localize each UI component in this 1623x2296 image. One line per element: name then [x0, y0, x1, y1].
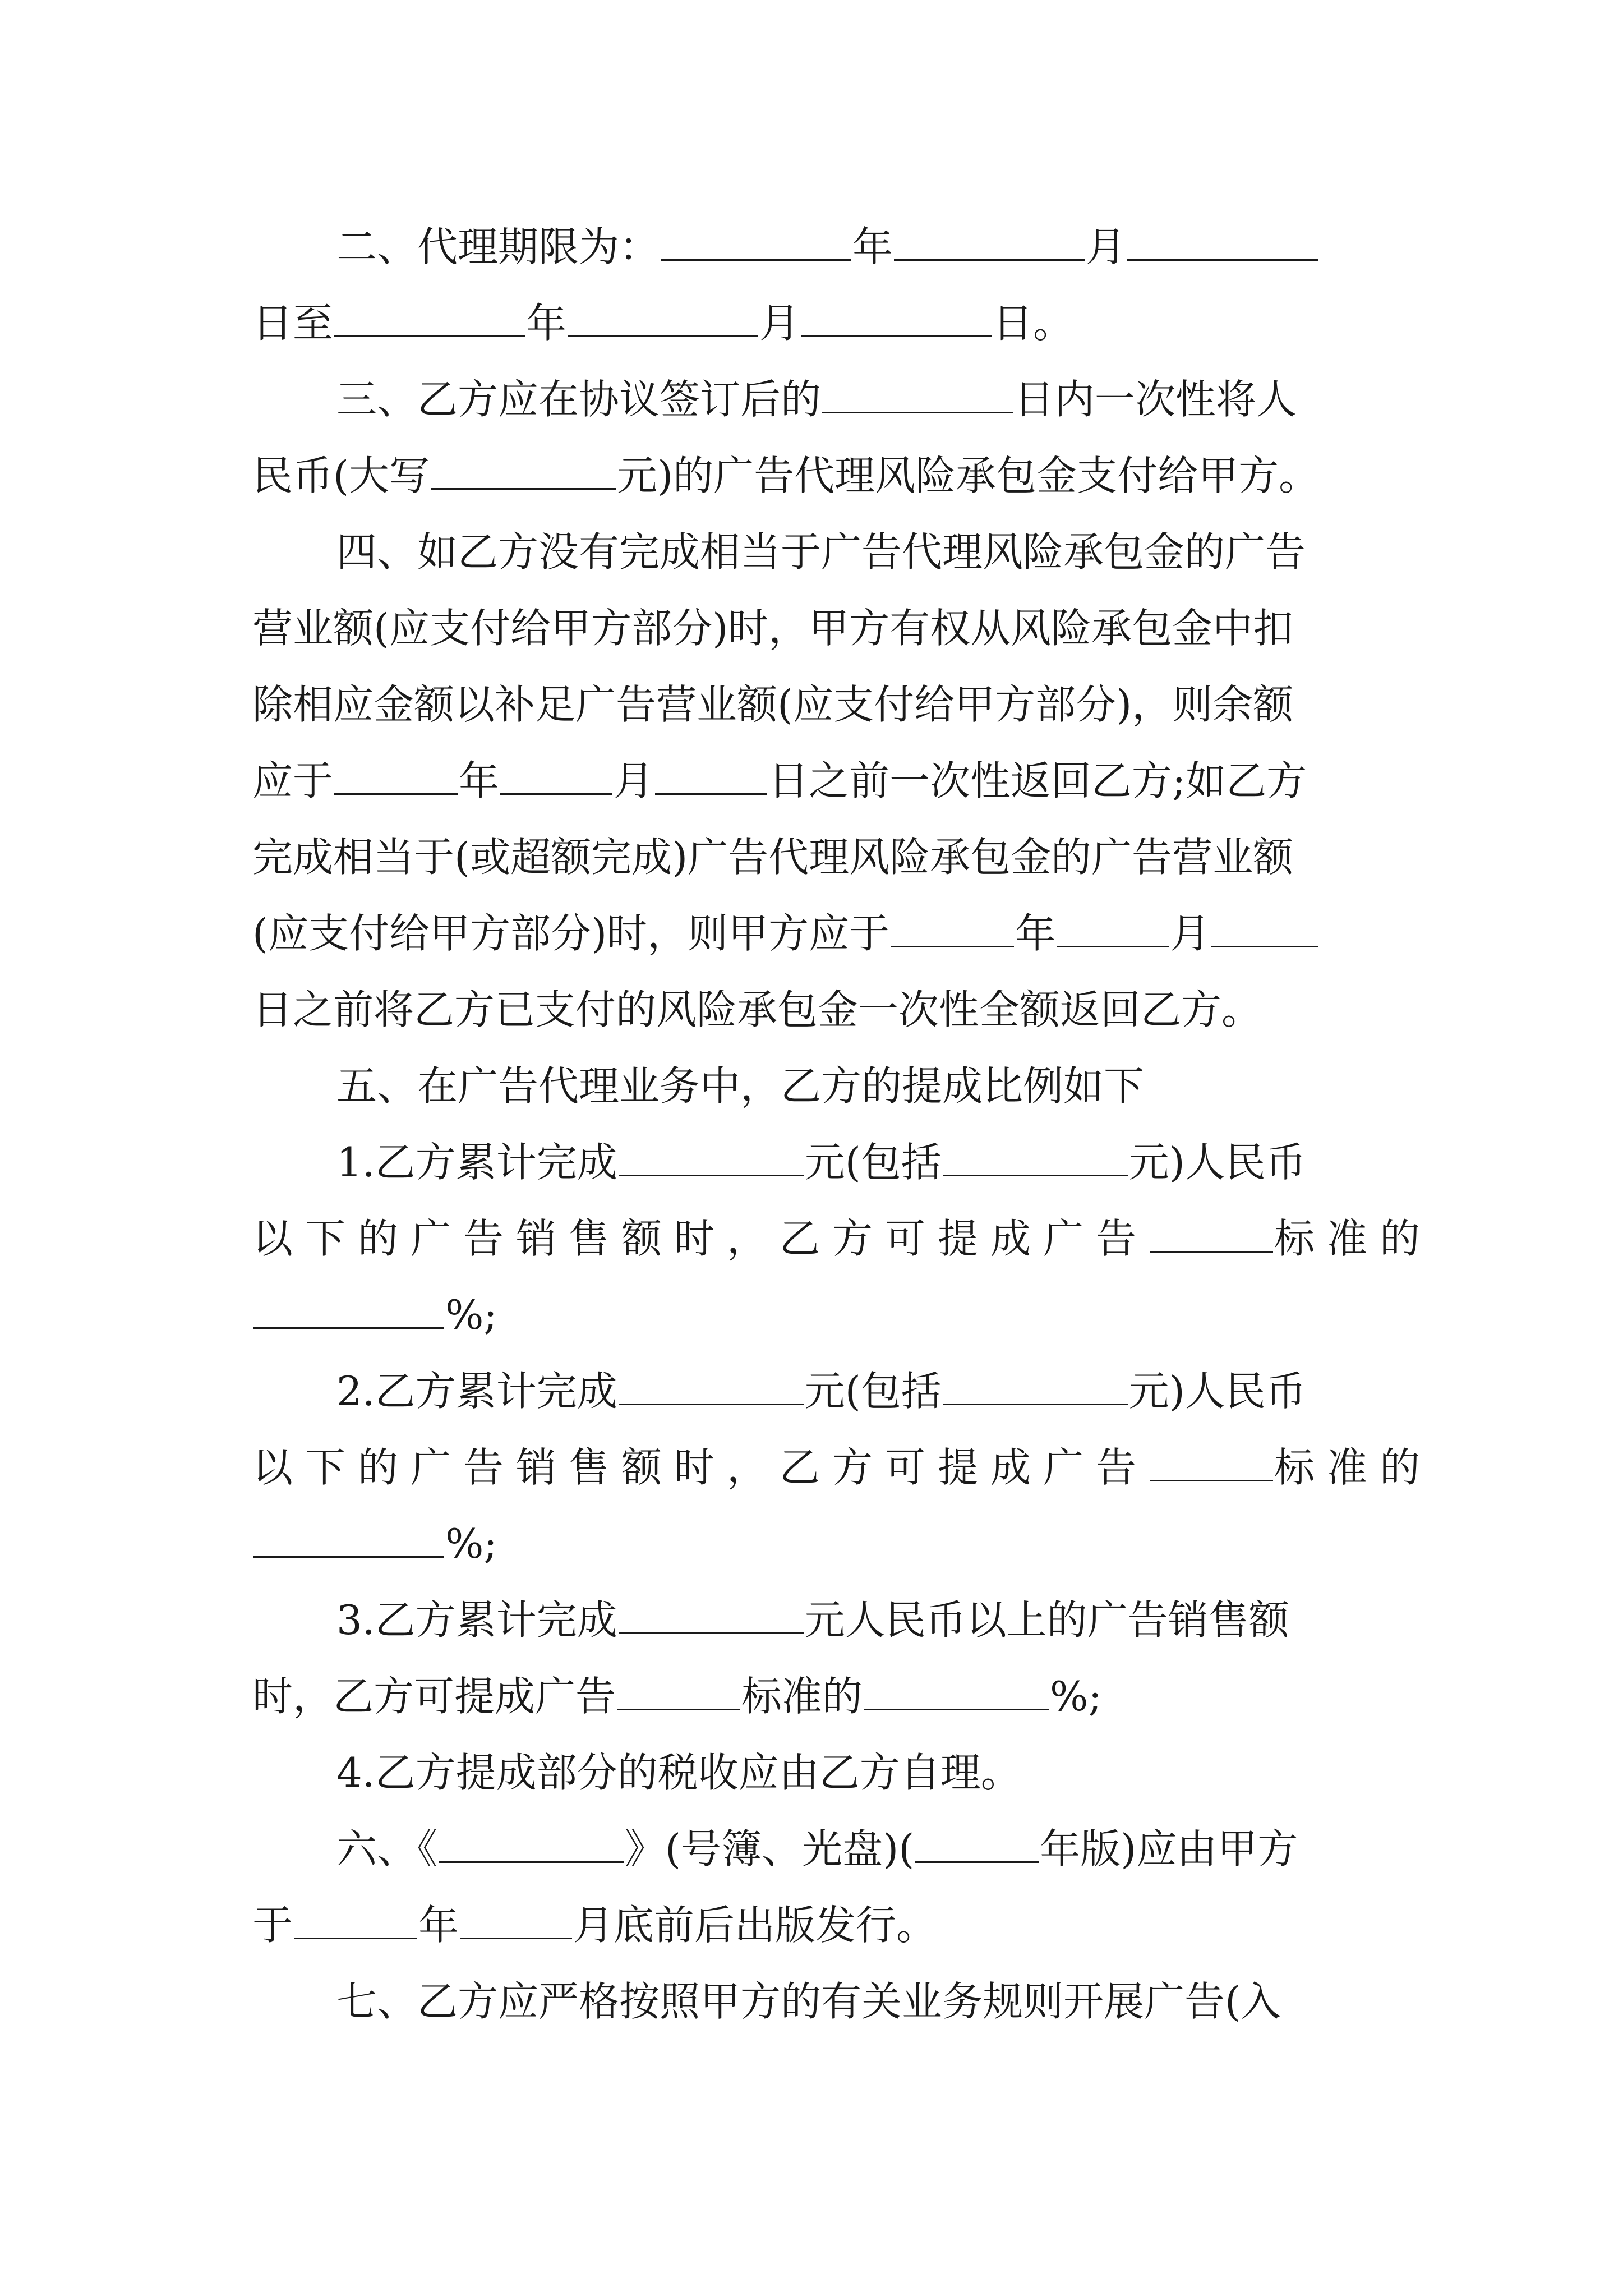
text-segment: 时，乙方可提成广告 — [252, 1673, 616, 1720]
blank-field — [1211, 899, 1318, 947]
text-segment: 标准的 — [741, 1673, 863, 1720]
clause-5-heading — [336, 1047, 1385, 1125]
text-segment: 七、乙方应严格按照甲方的有关业务规则开展广告(入 — [336, 1978, 1281, 2025]
text-segment: (应支付给甲方部分)时，则甲方应于 — [252, 910, 890, 957]
clause-4-line-2 — [252, 589, 1385, 668]
blank-field — [894, 212, 1085, 261]
text-segment: 年 — [852, 223, 893, 270]
blank-field — [460, 1890, 572, 1939]
text-segment: %; — [445, 1291, 497, 1338]
text-segment: 除相应金额以补足广告营业额(应支付给甲方部分)，则余额 — [252, 681, 1294, 728]
text-segment: 日内一次性将人 — [1014, 376, 1297, 423]
blank-field — [617, 1662, 740, 1710]
clause-4-line-1 — [336, 513, 1385, 591]
clause-6-line-1 — [336, 1810, 1385, 1888]
text-segment: 于 — [252, 1902, 293, 1949]
blank-field — [1057, 899, 1169, 947]
blank-field — [661, 212, 851, 261]
clause-6-line-2 — [252, 1886, 1385, 1964]
clause-3-line-1 — [336, 360, 1385, 439]
text-segment: 元(包括 — [804, 1368, 942, 1415]
blank-field — [253, 1509, 444, 1558]
blank-field — [1127, 212, 1318, 261]
text-segment: 应于 — [252, 757, 334, 804]
item-4-line-1 — [336, 1733, 1385, 1812]
item-1-line-2 — [252, 1199, 1433, 1278]
text-segment: 2.乙方累计完成 — [336, 1368, 617, 1415]
text-segment: 元)的广告代理风险承包金支付给甲方。 — [617, 452, 1320, 499]
text-segment: 民币(大写 — [252, 452, 430, 499]
text-segment: %; — [445, 1520, 497, 1567]
text-segment: 4.乙方提成部分的税收应由乙方自理。 — [336, 1749, 1021, 1796]
blank-field — [294, 1890, 417, 1939]
clause-4-line-7 — [252, 970, 1385, 1049]
item-2-line-1 — [336, 1352, 1385, 1430]
blank-field — [1150, 1204, 1273, 1253]
text-segment: 以下的广告销售额时，乙方可提成广告 — [252, 1444, 1149, 1491]
text-segment: 六、《 — [336, 1825, 438, 1872]
clause-3-line-2 — [252, 436, 1385, 515]
text-segment: 3.乙方累计完成 — [336, 1596, 617, 1644]
blank-field — [500, 746, 612, 795]
blank-field — [864, 1662, 1049, 1710]
text-segment: 四、如乙方没有完成相当于广告代理风险承包金的广告 — [336, 528, 1306, 576]
clause-4-line-4 — [252, 742, 1385, 820]
clause-2-line-2 — [252, 284, 1385, 362]
text-segment: 年 — [1015, 910, 1056, 957]
item-2-line-2 — [252, 1428, 1433, 1507]
text-segment: 年 — [418, 1902, 459, 1949]
blank-field — [943, 1128, 1128, 1176]
blank-field — [943, 1356, 1128, 1405]
blank-field — [822, 365, 1013, 413]
text-segment: 月底前后出版发行。 — [573, 1902, 937, 1949]
text-segment: 三、乙方应在协议签订后的 — [336, 376, 822, 423]
clause-7-line-1 — [336, 1962, 1385, 2041]
blank-field — [801, 288, 992, 337]
text-segment: %; — [1050, 1673, 1102, 1720]
blank-field — [655, 746, 767, 795]
text-segment: 五、在广告代理业务中，乙方的提成比例如下 — [336, 1062, 1145, 1110]
blank-field — [334, 746, 458, 795]
text-segment: 标准的 — [1274, 1215, 1433, 1262]
item-1-line-3 — [252, 1276, 1385, 1354]
text-segment: 二、代理期限为： — [336, 223, 660, 270]
blank-field — [619, 1128, 804, 1176]
text-segment: 元)人民币 — [1128, 1368, 1306, 1415]
text-segment: 》(号簿、光盘)( — [625, 1825, 915, 1872]
blank-field — [619, 1585, 804, 1634]
blank-field — [334, 288, 525, 337]
item-1-line-1 — [336, 1123, 1385, 1202]
blank-field — [439, 1814, 624, 1863]
text-segment: 年 — [459, 757, 500, 804]
text-segment: 日。 — [993, 300, 1074, 347]
blank-field — [568, 288, 758, 337]
text-segment: 完成相当于(或超额完成)广告代理风险承包金的广告营业额 — [252, 834, 1294, 881]
text-segment: 日之前一次性返回乙方;如乙方 — [768, 757, 1307, 804]
text-segment: 元(包括 — [804, 1139, 942, 1186]
clause-4-line-5 — [252, 818, 1385, 896]
text-segment: 营业额(应支付给甲方部分)时，甲方有权从风险承包金中扣 — [252, 605, 1294, 652]
text-segment: 年版)应由甲方 — [1040, 1825, 1298, 1872]
blank-field — [253, 1280, 444, 1329]
blank-field — [1150, 1433, 1273, 1481]
text-segment: 月 — [614, 757, 654, 804]
item-2-line-3 — [252, 1504, 1385, 1583]
text-segment: 月 — [1086, 223, 1127, 270]
text-segment: 1.乙方累计完成 — [336, 1139, 617, 1186]
text-segment: 标准的 — [1274, 1444, 1433, 1491]
blank-field — [891, 899, 1014, 947]
text-segment: 日之前将乙方已支付的风险承包金一次性全额返回乙方。 — [252, 986, 1262, 1033]
item-3-line-2 — [252, 1657, 1385, 1736]
text-segment: 元人民币以上的广告销售额 — [804, 1596, 1289, 1644]
item-3-line-1 — [336, 1581, 1385, 1659]
text-segment: 以下的广告销售额时，乙方可提成广告 — [252, 1215, 1149, 1262]
blank-field — [619, 1356, 804, 1405]
clause-4-line-6 — [252, 894, 1385, 973]
clause-2-line-1 — [336, 208, 1385, 286]
text-segment: 月 — [1170, 910, 1211, 957]
text-segment: 元)人民币 — [1128, 1139, 1306, 1186]
blank-field — [431, 441, 616, 490]
blank-field — [915, 1814, 1039, 1863]
text-segment: 日至 — [252, 300, 334, 347]
clause-4-line-3 — [252, 665, 1385, 744]
text-segment: 月 — [759, 300, 800, 347]
text-segment: 年 — [526, 300, 567, 347]
